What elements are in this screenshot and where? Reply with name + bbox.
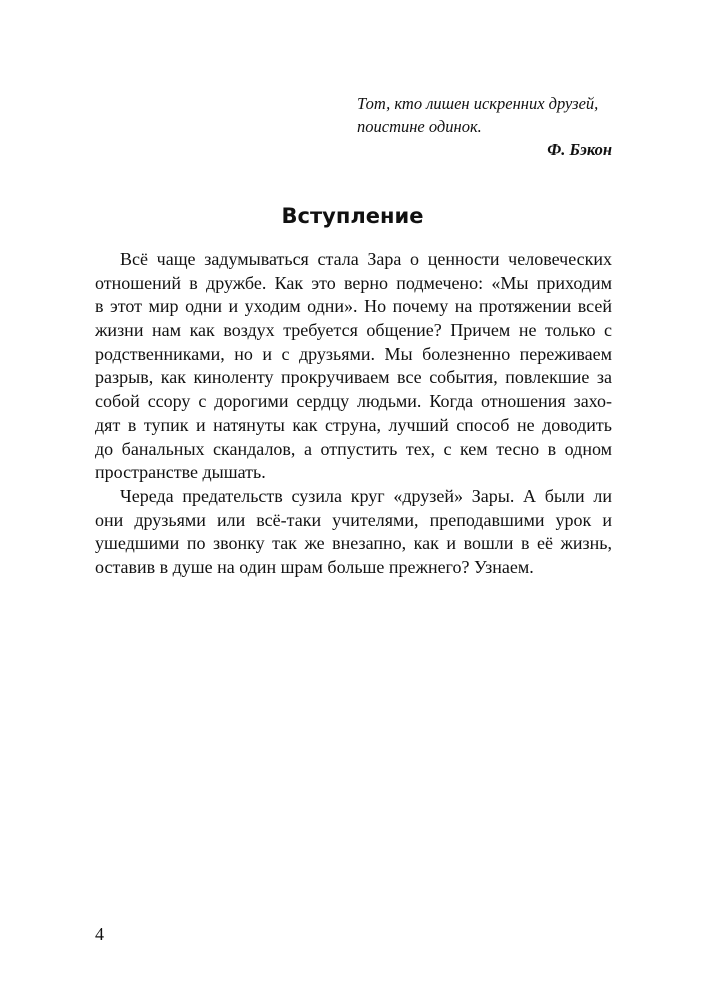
text-line: жизни нам как воздух требуется общение? Причем не только с: [95, 320, 612, 341]
text-line: Череда предательств сузила круг «друзей» Зары. А были ли: [120, 485, 612, 506]
text-line: собой ссору с дорогими сердцу людьми. Когда отношения захо-: [95, 391, 612, 412]
text-line: пространстве дышать.: [95, 462, 266, 483]
text-line: оставив в душе на один шрам больше прежнего? Узнаем.: [95, 556, 534, 577]
text-line: родственниками, но и с друзьями. Мы болезненно переживаем: [95, 343, 612, 364]
text-line: разрыв, как киноленту прокручиваем все события, повлекшие за: [95, 367, 612, 388]
epigraph-author: Ф. Бэкон: [547, 140, 612, 159]
text-line: дят в тупик и натянуты как струна, лучший способ не доводить: [95, 414, 612, 435]
text-line: Всё чаще задумываться стала Зара о ценности человеческих: [120, 249, 612, 269]
paragraph-2: [95, 485, 612, 580]
text-line: в этот мир одни и уходим одни». Но почему на протяжении всей: [95, 296, 612, 317]
text-line: отношений в дружбе. Как это верно подмечено: «Мы приходим: [95, 272, 612, 293]
paragraph-1: [95, 248, 612, 485]
chapter-heading: Вступление: [281, 204, 424, 228]
page-number: 4: [95, 924, 104, 944]
text-line: они друзьями или всё-таки учителями, преподавшими урок и: [95, 509, 612, 530]
epigraph-line: Тот, кто лишен искренних друзей,: [357, 94, 599, 113]
epigraph: [357, 92, 612, 161]
epigraph-line: поистине одинок.: [357, 117, 482, 136]
text-line: до банальных скандалов, а отпустить тех, с кем тесно в одном: [95, 438, 612, 459]
body-text: [95, 248, 612, 580]
text-line: ушедшими по звонку так же внезапно, как и вошли в её жизнь,: [95, 533, 612, 554]
